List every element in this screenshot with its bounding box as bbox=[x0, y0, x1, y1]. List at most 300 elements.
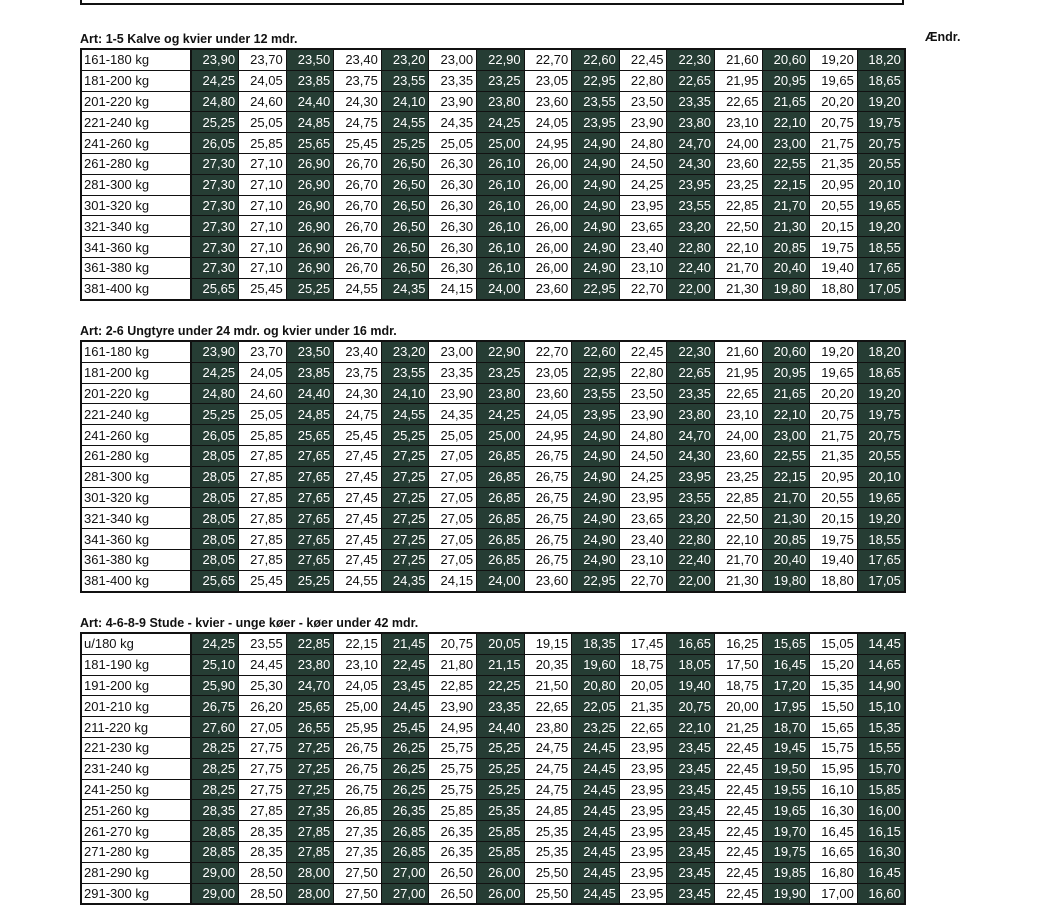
price-cell: 27,05 bbox=[429, 466, 477, 487]
price-cell: 22,90 bbox=[477, 49, 525, 70]
price-cell: 22,65 bbox=[619, 717, 667, 738]
price-cell: 23,10 bbox=[619, 549, 667, 570]
price-cell: 28,85 bbox=[191, 841, 239, 862]
price-cell: 24,35 bbox=[381, 278, 429, 299]
price-cell: 15,65 bbox=[762, 633, 810, 654]
price-cell: 21,60 bbox=[715, 341, 763, 362]
price-cell: 24,50 bbox=[619, 445, 667, 466]
weight-range-label: 281-300 kg bbox=[81, 466, 191, 487]
price-cell: 21,65 bbox=[762, 91, 810, 112]
price-cell: 26,75 bbox=[524, 529, 572, 550]
price-cell: 22,00 bbox=[667, 278, 715, 299]
price-cell: 21,35 bbox=[619, 696, 667, 717]
price-cell: 24,25 bbox=[619, 174, 667, 195]
price-cell: 15,95 bbox=[810, 758, 858, 779]
price-cell: 15,20 bbox=[810, 654, 858, 675]
table-row bbox=[81, 800, 905, 821]
price-cell: 24,60 bbox=[239, 91, 287, 112]
price-cell: 27,10 bbox=[239, 257, 287, 278]
price-cell: 18,05 bbox=[667, 654, 715, 675]
price-cell: 23,50 bbox=[286, 341, 334, 362]
price-cell: 28,35 bbox=[191, 800, 239, 821]
weight-range-label: 231-240 kg bbox=[81, 758, 191, 779]
weight-range-label: 261-270 kg bbox=[81, 821, 191, 842]
price-cell: 22,55 bbox=[762, 445, 810, 466]
price-cell: 24,90 bbox=[572, 237, 620, 258]
price-cell: 22,10 bbox=[762, 404, 810, 425]
price-cell: 22,80 bbox=[667, 237, 715, 258]
table-row bbox=[81, 821, 905, 842]
price-cell: 23,50 bbox=[619, 383, 667, 404]
table-row bbox=[81, 529, 905, 550]
price-cell: 26,70 bbox=[334, 153, 382, 174]
table-row bbox=[81, 153, 905, 174]
price-cell: 24,60 bbox=[239, 383, 287, 404]
price-cell: 22,95 bbox=[572, 362, 620, 383]
price-table bbox=[80, 632, 906, 905]
weight-range-label: 261-280 kg bbox=[81, 153, 191, 174]
weight-range-label: 181-200 kg bbox=[81, 362, 191, 383]
price-cell: 24,75 bbox=[524, 758, 572, 779]
price-cell: 27,85 bbox=[286, 821, 334, 842]
price-cell: 22,70 bbox=[619, 278, 667, 299]
price-cell: 27,25 bbox=[381, 508, 429, 529]
price-cell: 23,90 bbox=[429, 383, 477, 404]
price-cell: 15,70 bbox=[857, 758, 905, 779]
price-cell: 27,45 bbox=[334, 466, 382, 487]
price-cell: 21,25 bbox=[715, 717, 763, 738]
price-cell: 17,05 bbox=[857, 570, 905, 591]
price-cell: 16,00 bbox=[857, 800, 905, 821]
price-table bbox=[80, 48, 906, 301]
price-cell: 23,80 bbox=[524, 717, 572, 738]
price-cell: 22,65 bbox=[715, 91, 763, 112]
weight-range-label: 181-200 kg bbox=[81, 70, 191, 91]
weight-range-label: 251-260 kg bbox=[81, 800, 191, 821]
price-cell: 28,00 bbox=[286, 883, 334, 904]
price-cell: 16,25 bbox=[715, 633, 763, 654]
price-cell: 22,50 bbox=[715, 508, 763, 529]
price-cell: 28,25 bbox=[191, 758, 239, 779]
price-cell: 24,45 bbox=[572, 841, 620, 862]
price-cell: 26,55 bbox=[286, 717, 334, 738]
price-cell: 24,05 bbox=[524, 404, 572, 425]
price-cell: 26,85 bbox=[477, 529, 525, 550]
price-cell: 26,10 bbox=[477, 174, 525, 195]
price-cell: 18,65 bbox=[857, 70, 905, 91]
price-cell: 23,55 bbox=[667, 487, 715, 508]
price-cell: 24,30 bbox=[334, 91, 382, 112]
price-cell: 24,85 bbox=[286, 112, 334, 133]
section-title: Art: 4-6-8-9 Stude - kvier - unge køer - køer under 42 mdr. bbox=[80, 616, 419, 630]
price-cell: 28,50 bbox=[239, 883, 287, 904]
price-cell: 26,90 bbox=[286, 174, 334, 195]
price-cell: 23,00 bbox=[429, 49, 477, 70]
price-cell: 27,35 bbox=[334, 821, 382, 842]
price-cell: 22,15 bbox=[762, 174, 810, 195]
table-row bbox=[81, 445, 905, 466]
price-cell: 23,55 bbox=[667, 195, 715, 216]
price-cell: 27,00 bbox=[381, 862, 429, 883]
price-cell: 23,55 bbox=[572, 91, 620, 112]
price-cell: 22,00 bbox=[667, 570, 715, 591]
price-cell: 24,45 bbox=[572, 758, 620, 779]
weight-range-label: 161-180 kg bbox=[81, 341, 191, 362]
price-cell: 18,55 bbox=[857, 529, 905, 550]
price-cell: 23,20 bbox=[381, 341, 429, 362]
price-cell: 22,40 bbox=[667, 257, 715, 278]
price-cell: 26,30 bbox=[429, 237, 477, 258]
price-cell: 24,75 bbox=[524, 779, 572, 800]
price-cell: 22,10 bbox=[715, 529, 763, 550]
section-steers-heifers-cows bbox=[80, 614, 904, 905]
price-cell: 24,40 bbox=[477, 717, 525, 738]
price-cell: 19,80 bbox=[762, 570, 810, 591]
price-cell: 23,05 bbox=[524, 70, 572, 91]
price-cell: 19,75 bbox=[810, 529, 858, 550]
price-cell: 19,20 bbox=[857, 216, 905, 237]
price-cell: 27,65 bbox=[286, 487, 334, 508]
price-cell: 20,55 bbox=[810, 487, 858, 508]
price-cell: 25,90 bbox=[191, 675, 239, 696]
price-cell: 25,45 bbox=[334, 425, 382, 446]
price-cell: 26,00 bbox=[524, 174, 572, 195]
table-row bbox=[81, 633, 905, 654]
price-cell: 20,75 bbox=[429, 633, 477, 654]
price-cell: 22,45 bbox=[715, 737, 763, 758]
price-cell: 22,70 bbox=[524, 49, 572, 70]
price-cell: 24,30 bbox=[667, 153, 715, 174]
price-cell: 27,00 bbox=[381, 883, 429, 904]
price-cell: 25,65 bbox=[286, 133, 334, 154]
price-cell: 28,35 bbox=[239, 821, 287, 842]
price-cell: 25,05 bbox=[239, 112, 287, 133]
price-cell: 26,85 bbox=[477, 466, 525, 487]
price-cell: 24,90 bbox=[572, 153, 620, 174]
price-cell: 27,05 bbox=[429, 445, 477, 466]
price-cell: 25,25 bbox=[286, 278, 334, 299]
price-cell: 23,85 bbox=[286, 70, 334, 91]
price-cell: 23,45 bbox=[667, 883, 715, 904]
price-cell: 26,20 bbox=[239, 696, 287, 717]
price-cell: 27,85 bbox=[239, 529, 287, 550]
price-cell: 22,30 bbox=[667, 341, 715, 362]
price-cell: 26,75 bbox=[524, 445, 572, 466]
weight-range-label: 301-320 kg bbox=[81, 195, 191, 216]
price-cell: 25,75 bbox=[429, 758, 477, 779]
price-cell: 19,65 bbox=[857, 487, 905, 508]
price-cell: 25,00 bbox=[477, 425, 525, 446]
price-cell: 27,10 bbox=[239, 153, 287, 174]
price-cell: 22,05 bbox=[572, 696, 620, 717]
price-cell: 21,70 bbox=[762, 195, 810, 216]
price-cell: 20,80 bbox=[572, 675, 620, 696]
price-cell: 21,75 bbox=[810, 425, 858, 446]
price-cell: 24,25 bbox=[477, 404, 525, 425]
price-cell: 24,45 bbox=[572, 779, 620, 800]
price-cell: 19,65 bbox=[810, 70, 858, 91]
table-row bbox=[81, 862, 905, 883]
price-cell: 24,90 bbox=[572, 549, 620, 570]
price-cell: 20,55 bbox=[857, 445, 905, 466]
table-row bbox=[81, 216, 905, 237]
price-cell: 24,70 bbox=[286, 675, 334, 696]
price-cell: 25,25 bbox=[477, 737, 525, 758]
price-cell: 18,65 bbox=[857, 362, 905, 383]
price-cell: 23,95 bbox=[619, 758, 667, 779]
weight-range-label: 291-300 kg bbox=[81, 883, 191, 904]
price-cell: 23,70 bbox=[239, 49, 287, 70]
table-row bbox=[81, 278, 905, 299]
price-cell: 18,75 bbox=[619, 654, 667, 675]
price-cell: 23,90 bbox=[191, 49, 239, 70]
price-cell: 27,45 bbox=[334, 445, 382, 466]
price-cell: 26,30 bbox=[429, 174, 477, 195]
price-cell: 23,20 bbox=[667, 216, 715, 237]
price-cell: 23,95 bbox=[619, 779, 667, 800]
price-cell: 19,55 bbox=[762, 779, 810, 800]
price-cell: 26,50 bbox=[381, 216, 429, 237]
price-cell: 25,45 bbox=[381, 717, 429, 738]
price-cell: 24,55 bbox=[381, 112, 429, 133]
price-cell: 24,10 bbox=[381, 91, 429, 112]
price-cell: 19,50 bbox=[762, 758, 810, 779]
price-cell: 25,25 bbox=[381, 425, 429, 446]
weight-range-label: 241-260 kg bbox=[81, 425, 191, 446]
table-row bbox=[81, 696, 905, 717]
price-cell: 26,30 bbox=[429, 195, 477, 216]
price-cell: 24,15 bbox=[429, 570, 477, 591]
price-cell: 26,25 bbox=[381, 737, 429, 758]
price-cell: 23,60 bbox=[524, 278, 572, 299]
price-cell: 28,00 bbox=[286, 862, 334, 883]
price-cell: 26,10 bbox=[477, 257, 525, 278]
price-cell: 24,05 bbox=[334, 675, 382, 696]
price-cell: 27,05 bbox=[429, 549, 477, 570]
price-cell: 27,10 bbox=[239, 216, 287, 237]
price-cell: 23,90 bbox=[619, 112, 667, 133]
weight-range-label: 201-220 kg bbox=[81, 91, 191, 112]
price-cell: 26,10 bbox=[477, 237, 525, 258]
price-cell: 20,75 bbox=[667, 696, 715, 717]
price-cell: 24,90 bbox=[572, 133, 620, 154]
weight-range-label: 341-360 kg bbox=[81, 529, 191, 550]
price-cell: 24,45 bbox=[572, 883, 620, 904]
price-cell: 25,65 bbox=[191, 570, 239, 591]
weight-range-label: 241-260 kg bbox=[81, 133, 191, 154]
price-cell: 23,35 bbox=[477, 696, 525, 717]
price-cell: 24,25 bbox=[191, 633, 239, 654]
price-cell: 26,75 bbox=[334, 737, 382, 758]
price-cell: 23,75 bbox=[334, 70, 382, 91]
price-cell: 26,30 bbox=[429, 216, 477, 237]
previous-table-bottom-edge bbox=[80, 0, 904, 5]
price-cell: 23,25 bbox=[477, 70, 525, 91]
price-cell: 26,90 bbox=[286, 153, 334, 174]
price-cell: 24,80 bbox=[619, 425, 667, 446]
price-cell: 24,40 bbox=[286, 91, 334, 112]
price-cell: 26,05 bbox=[191, 133, 239, 154]
price-cell: 22,85 bbox=[715, 487, 763, 508]
price-cell: 26,00 bbox=[524, 195, 572, 216]
price-cell: 23,35 bbox=[667, 91, 715, 112]
price-cell: 19,20 bbox=[857, 91, 905, 112]
price-cell: 23,25 bbox=[715, 174, 763, 195]
price-cell: 23,45 bbox=[667, 779, 715, 800]
change-column-label: Ændr. bbox=[925, 30, 961, 44]
price-cell: 26,00 bbox=[524, 216, 572, 237]
price-cell: 27,85 bbox=[239, 445, 287, 466]
price-cell: 17,20 bbox=[762, 675, 810, 696]
price-cell: 23,25 bbox=[715, 466, 763, 487]
price-cell: 23,55 bbox=[381, 362, 429, 383]
price-cell: 22,65 bbox=[524, 696, 572, 717]
price-cell: 17,65 bbox=[857, 257, 905, 278]
price-cell: 15,05 bbox=[810, 633, 858, 654]
price-cell: 27,65 bbox=[286, 508, 334, 529]
price-cell: 20,95 bbox=[762, 70, 810, 91]
price-cell: 27,25 bbox=[381, 487, 429, 508]
price-cell: 22,45 bbox=[619, 341, 667, 362]
price-cell: 20,95 bbox=[810, 174, 858, 195]
price-cell: 26,30 bbox=[429, 153, 477, 174]
price-cell: 15,65 bbox=[810, 717, 858, 738]
weight-range-label: 341-360 kg bbox=[81, 237, 191, 258]
table-row bbox=[81, 133, 905, 154]
price-cell: 24,45 bbox=[572, 821, 620, 842]
price-cell: 22,45 bbox=[715, 883, 763, 904]
price-cell: 22,45 bbox=[381, 654, 429, 675]
table-row bbox=[81, 841, 905, 862]
price-cell: 25,00 bbox=[334, 696, 382, 717]
price-cell: 24,30 bbox=[334, 383, 382, 404]
price-cell: 20,10 bbox=[857, 174, 905, 195]
price-cell: 25,65 bbox=[191, 278, 239, 299]
price-cell: 20,95 bbox=[762, 362, 810, 383]
price-cell: 16,80 bbox=[810, 862, 858, 883]
price-cell: 27,25 bbox=[381, 466, 429, 487]
price-cell: 24,45 bbox=[381, 696, 429, 717]
price-cell: 22,45 bbox=[715, 758, 763, 779]
price-cell: 23,10 bbox=[715, 112, 763, 133]
price-cell: 27,30 bbox=[191, 195, 239, 216]
price-cell: 24,90 bbox=[572, 445, 620, 466]
price-cell: 23,50 bbox=[619, 91, 667, 112]
price-cell: 27,05 bbox=[239, 717, 287, 738]
price-cell: 19,75 bbox=[762, 841, 810, 862]
price-cell: 27,85 bbox=[239, 487, 287, 508]
price-cell: 20,20 bbox=[810, 383, 858, 404]
price-cell: 26,85 bbox=[477, 508, 525, 529]
price-cell: 27,85 bbox=[239, 800, 287, 821]
price-cell: 23,60 bbox=[524, 91, 572, 112]
price-cell: 27,65 bbox=[286, 549, 334, 570]
price-cell: 24,90 bbox=[572, 425, 620, 446]
price-cell: 24,75 bbox=[524, 737, 572, 758]
price-cell: 22,65 bbox=[667, 362, 715, 383]
price-cell: 25,85 bbox=[477, 841, 525, 862]
price-cell: 22,45 bbox=[715, 821, 763, 842]
price-cell: 28,05 bbox=[191, 549, 239, 570]
price-table bbox=[80, 340, 906, 593]
price-cell: 27,85 bbox=[286, 841, 334, 862]
price-cell: 19,80 bbox=[762, 278, 810, 299]
price-cell: 25,85 bbox=[477, 821, 525, 842]
price-cell: 23,45 bbox=[667, 737, 715, 758]
price-cell: 25,25 bbox=[477, 758, 525, 779]
price-cell: 23,80 bbox=[477, 91, 525, 112]
price-cell: 20,60 bbox=[762, 49, 810, 70]
price-cell: 21,70 bbox=[715, 549, 763, 570]
price-cell: 25,85 bbox=[429, 800, 477, 821]
weight-range-label: 261-280 kg bbox=[81, 445, 191, 466]
price-cell: 20,95 bbox=[810, 466, 858, 487]
price-cell: 15,35 bbox=[810, 675, 858, 696]
price-cell: 28,05 bbox=[191, 529, 239, 550]
price-cell: 14,45 bbox=[857, 633, 905, 654]
weight-range-label: 191-200 kg bbox=[81, 675, 191, 696]
price-cell: 23,45 bbox=[667, 758, 715, 779]
table-row bbox=[81, 112, 905, 133]
price-cell: 20,55 bbox=[857, 153, 905, 174]
price-cell: 24,50 bbox=[619, 153, 667, 174]
price-cell: 22,30 bbox=[667, 49, 715, 70]
price-cell: 19,40 bbox=[810, 257, 858, 278]
weight-range-label: 321-340 kg bbox=[81, 508, 191, 529]
price-cell: 25,65 bbox=[286, 425, 334, 446]
table-row bbox=[81, 91, 905, 112]
price-cell: 24,45 bbox=[239, 654, 287, 675]
price-cell: 28,25 bbox=[191, 737, 239, 758]
price-cell: 20,35 bbox=[524, 654, 572, 675]
price-cell: 20,40 bbox=[762, 257, 810, 278]
price-cell: 26,70 bbox=[334, 237, 382, 258]
weight-range-label: 211-220 kg bbox=[81, 717, 191, 738]
price-cell: 24,00 bbox=[715, 425, 763, 446]
price-cell: 26,50 bbox=[381, 153, 429, 174]
price-cell: 26,85 bbox=[477, 445, 525, 466]
price-cell: 21,30 bbox=[762, 508, 810, 529]
price-cell: 27,25 bbox=[381, 445, 429, 466]
price-cell: 23,35 bbox=[429, 362, 477, 383]
weight-range-label: 301-320 kg bbox=[81, 487, 191, 508]
price-cell: 26,85 bbox=[334, 800, 382, 821]
weight-range-label: 281-300 kg bbox=[81, 174, 191, 195]
price-cell: 18,75 bbox=[715, 675, 763, 696]
price-cell: 23,45 bbox=[667, 862, 715, 883]
price-cell: 18,35 bbox=[572, 633, 620, 654]
price-cell: 21,60 bbox=[715, 49, 763, 70]
price-cell: 25,05 bbox=[239, 404, 287, 425]
price-cell: 25,05 bbox=[429, 425, 477, 446]
price-cell: 25,85 bbox=[239, 133, 287, 154]
price-cell: 26,50 bbox=[429, 862, 477, 883]
price-cell: 27,30 bbox=[191, 216, 239, 237]
price-cell: 21,95 bbox=[715, 362, 763, 383]
price-cell: 20,75 bbox=[810, 404, 858, 425]
price-cell: 27,75 bbox=[239, 779, 287, 800]
price-cell: 20,20 bbox=[810, 91, 858, 112]
price-cell: 23,70 bbox=[239, 341, 287, 362]
price-cell: 21,35 bbox=[810, 153, 858, 174]
price-cell: 24,25 bbox=[477, 112, 525, 133]
price-cell: 22,90 bbox=[477, 341, 525, 362]
price-cell: 19,45 bbox=[762, 737, 810, 758]
price-cell: 27,25 bbox=[286, 779, 334, 800]
price-cell: 22,55 bbox=[762, 153, 810, 174]
price-cell: 19,65 bbox=[810, 362, 858, 383]
price-cell: 24,55 bbox=[381, 404, 429, 425]
